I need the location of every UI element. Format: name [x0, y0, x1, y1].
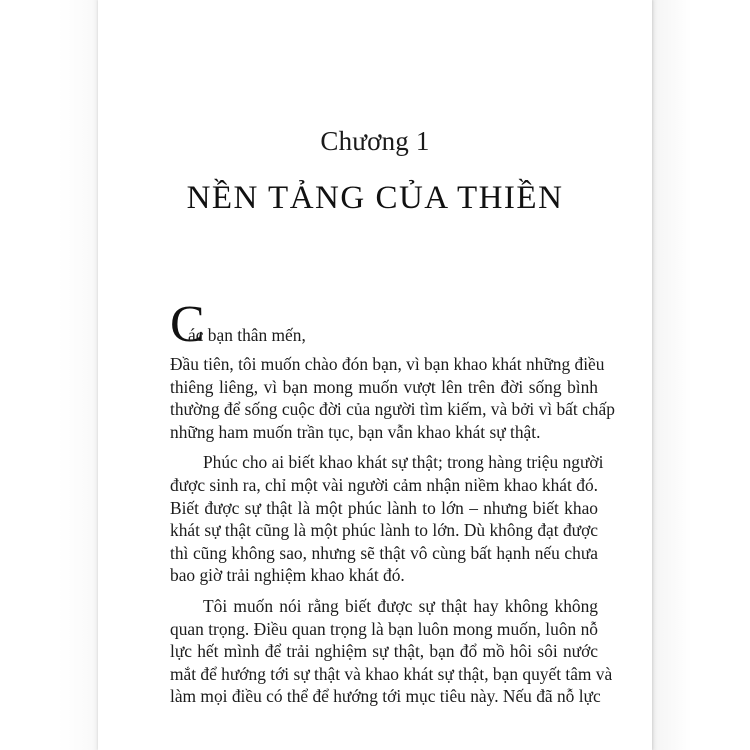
right-margin [652, 0, 750, 750]
text-line: bao giờ trải nghiệm khao khát đó. [170, 565, 405, 586]
greeting-line [170, 296, 598, 353]
text-line: thường để sống cuộc đời của người tìm kiếm, và bởi vì bất chấp [170, 399, 615, 420]
text-line: Đầu tiên, tôi muốn chào đón bạn, vì bạn khao khát những điều [170, 354, 605, 374]
text-line: khát sự thật cũng là một phúc lành to lớn. Dù không đạt được [170, 520, 598, 541]
text-line: làm mọi điều có thể để hướng tới mục tiêu này. Nếu đã nỗ lực [170, 686, 601, 707]
chapter-title: NỀN TẢNG CỦA THIỀN [186, 180, 564, 216]
chapter-label: Chương 1 [320, 126, 430, 156]
text-line: những ham muốn trần tục, bạn vẫn khao khát sự thật. [170, 421, 541, 442]
text-line: quan trọng. Điều quan trọng là bạn luôn mong muốn, luôn nỗ [170, 618, 598, 639]
paragraph-1 [170, 353, 615, 443]
drop-cap: C [170, 296, 205, 353]
paragraph-3 [170, 595, 613, 708]
text-line: thì cũng không sao, nhưng sẽ thật vô cùng bất hạnh nếu chưa [170, 542, 598, 563]
left-margin [0, 0, 98, 750]
text-line: Biết được sự thật là một phúc lành to lớn – nhưng biết khao [170, 497, 598, 518]
text-line: Phúc cho ai biết khao khát sự thật; trong hàng triệu người [203, 452, 604, 473]
text-line: thiêng liêng, vì bạn mong muốn vượt lên trên đời sống bình [170, 376, 598, 397]
paragraph-2 [170, 451, 604, 587]
text-line: Tôi muốn nói rằng biết được sự thật hay không không [203, 595, 598, 616]
book-page [98, 0, 652, 750]
text-line: mắt để hướng tới sự thật và khao khát sự thật, bạn quyết tâm và [170, 663, 613, 684]
text-line: lực hết mình để trải nghiệm sự thật, bạn đổ mồ hôi sôi nước [170, 641, 598, 662]
greeting-text: ác bạn thân mến, [188, 325, 306, 345]
text-line: được sinh ra, chỉ một vài người cảm nhận niềm khao khát đó. [170, 474, 598, 495]
body-text [170, 296, 615, 708]
